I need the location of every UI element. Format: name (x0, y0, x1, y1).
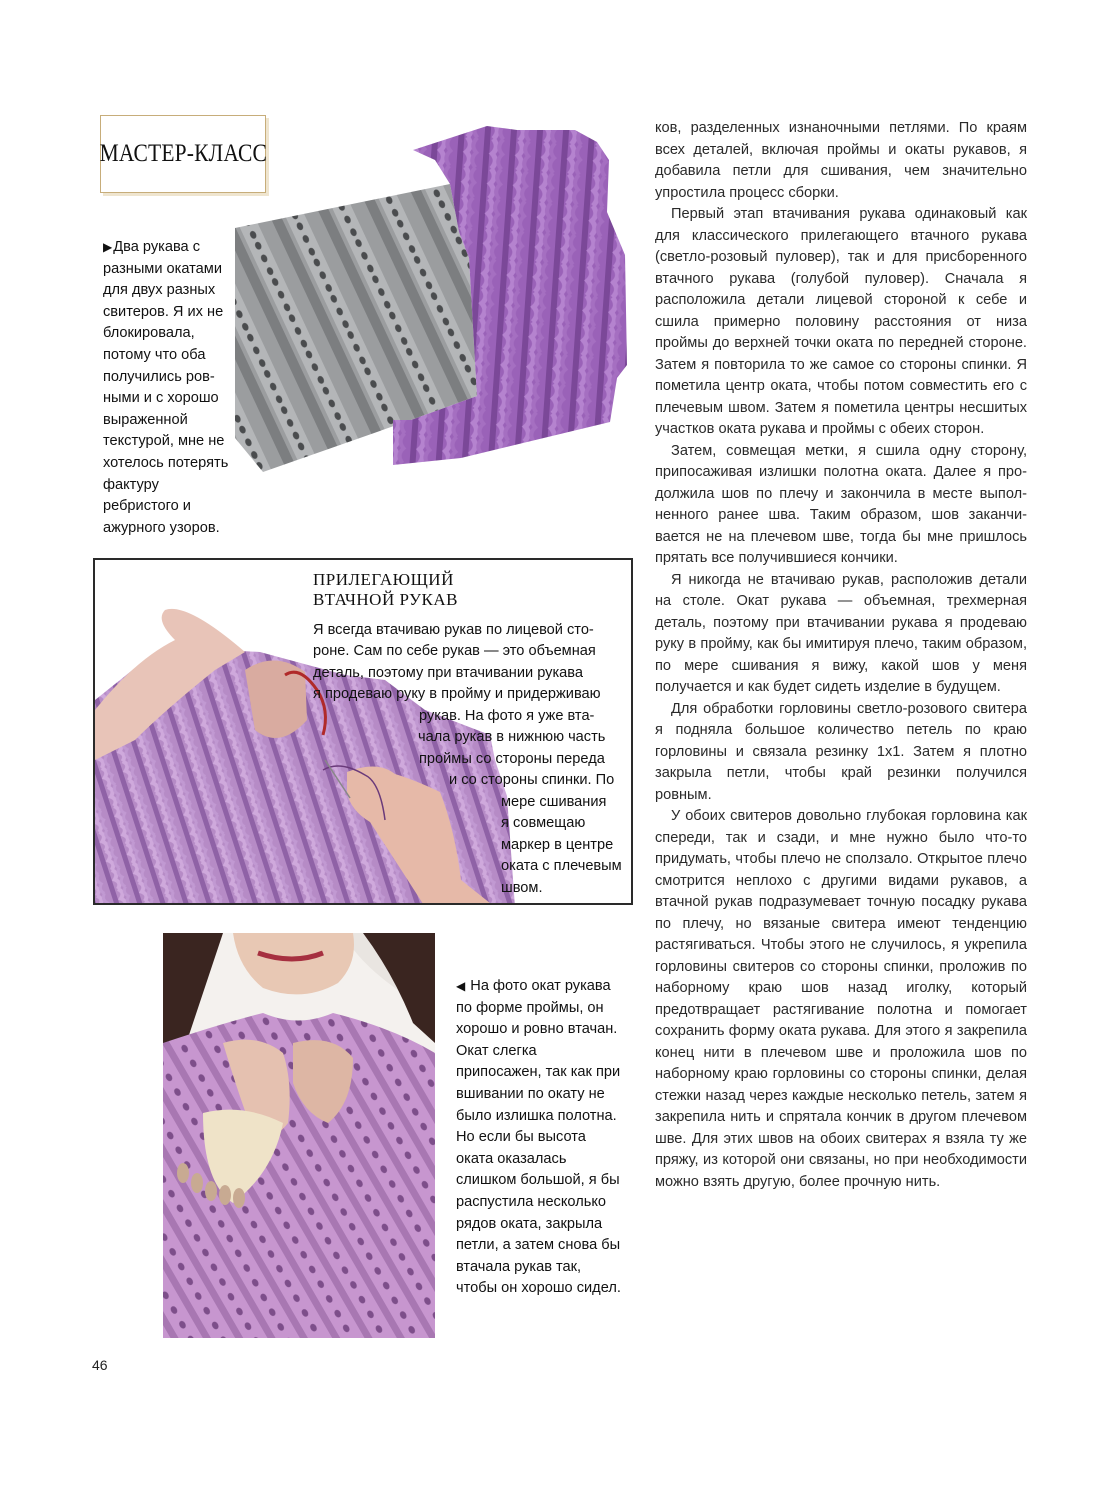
inset-text-line: маркер в центре (501, 837, 614, 853)
body-paragraph: Затем, совмещая метки, я сшила одну сторону, припосаживая излишки полотна оката. Далее я продолжила шов по плечу и закончила в месте выполненного ранее шва. Таким образом, шов заканчивается не на плечевом шве, тогда бы мне пришлось прятать все получившиеся кончики. (655, 442, 1027, 566)
body-paragraph: Я никогда не втачиваю рукав, расположив детали на столе. Окат рукава — объемная, трехмерная деталь, поэтому при втачивании рукава я продеваю руку в пройму, как бы имитируя плечо, таким образом, по мере сшивания я вижу, какой шов у меня получается и как будет сидеть изделие в будущем. (655, 571, 1027, 695)
inset-text-line: мере сшивания (501, 794, 607, 810)
caption-woman (456, 976, 626, 1300)
inset-text-line: деталь, поэтому при втачивании рукава (313, 665, 583, 681)
inset-text-line: швом. (501, 880, 543, 896)
caption-woman-text: На фото окат рукава по форме проймы, он хорошо и ровно втачан. Окат слегка припосажен, так как при вшивании по окату не было излишка полотна. Но если бы высота оката оказалась слишком большой, я бы распустила несколько рядов оката, закрыла петли, а затем снова бы втачала рукав так, чтобы он хорошо сидел. (456, 978, 621, 1297)
inset-text-line: я продеваю руку в пройму и придерживаю (313, 686, 601, 702)
inset-text-line: роне. Сам по себе рукав — это объемная (313, 643, 596, 659)
caption-sleeves-text: Два рукава с разными окатами для двух разных свитеров. Я их не блокировала, потому что оба получились ровными и с хорошо выраженной текстурой, мне не хотелось потерять фактуру ребристого и ажурного узоров. (103, 239, 229, 536)
caption-arrow-right-icon: ▶ (103, 240, 113, 254)
woman-illustration (163, 933, 435, 1338)
inset-box (93, 558, 633, 905)
photo-two-sleeves (225, 120, 635, 520)
body-text-column (655, 118, 1027, 1193)
caption-arrow-left-icon: ◀ (456, 979, 466, 993)
inset-text-line: Я всегда втачиваю рукав по лицевой сто- (313, 622, 594, 638)
section-label: МАСТЕР-КЛАСС (99, 140, 267, 167)
body-paragraph: Для обработки горловины светло-розового свитера я подняла большое количество петель по краю горловины и связала резинку 1х1. Затем я плотно закрыла петли, чтобы край резинки получился ровным. (655, 700, 1027, 803)
body-paragraph: ков, разделенных изнаночными петлями. По краям всех деталей, включая проймы и окаты рукавов, я добавила петли для сшивания, чем значительно упростила процесс сборки. (655, 120, 1027, 201)
inset-text-line: чала рукав в нижнюю часть (418, 729, 606, 745)
caption-sleeves (103, 237, 233, 539)
inset-title: ПРИЛЕГАЮЩИЙ ВТАЧНОЙ РУКАВ (313, 570, 458, 609)
inset-text-line: проймы со стороны переда (419, 751, 605, 767)
inset-text-line: оката с плечевым (501, 858, 622, 874)
photo-woman-sweater (163, 933, 435, 1338)
body-paragraph: Первый этап втачивания рукава одинаковый как для классического прилегающего втачного рукава (светло-розовый пуловер), так и для присборенного втачного рукава (голубой пуловер). Сначала я расположила детали лицевой стороной к себе и сшила примерно половину расстояния от низа проймы до верхней точки оката по передней стороне. Затем я повторила то же самое со стороны спинки. Я пометила центр оката, чтобы потом совместить его с плечевым швом. Затем я пометила центры несшитых участков оката рукава и проймы с обеих сторон. (655, 206, 1027, 437)
inset-text-line: я совмещаю (501, 815, 586, 831)
inset-text-line: рукав. На фото я уже вта- (419, 708, 595, 724)
sleeves-illustration (225, 120, 635, 520)
body-paragraph: У обоих свитеров довольно глубокая горловина как спереди, так и сзади, и мне нужно было что-то придумать, чтобы плечо не сползало. Открытое плечо смотрится неплохо с другими видами рукавов, а втачной рукав подразумевает точную посадку рукава по плечу, но вязаные свитера имеют тенденцию растягиваться. Чтобы этого не случилось, я укрепила горловины свитеров со стороны спинки, проложив по наборному краю шов назад иголку, который предотвращает растягивание полотна и помогает сохранить форму оката рукава. Для этого я закрепила конец нити в плечевом шве и проложила шов по наборному краю горловины со стороны спинки, делая стежки назад через каждые несколько петель, затем я закрепила нить и спрятала кончик в другом плечевом шве. Для этих швов на обоих свитерах я взяла ту же пряжу, из которой они связаны, но при необходимости можно взять другую, более прочную нить. (655, 808, 1027, 1190)
inset-text-line: и со стороны спинки. По (449, 772, 615, 788)
page-number: 46 (92, 1357, 108, 1373)
